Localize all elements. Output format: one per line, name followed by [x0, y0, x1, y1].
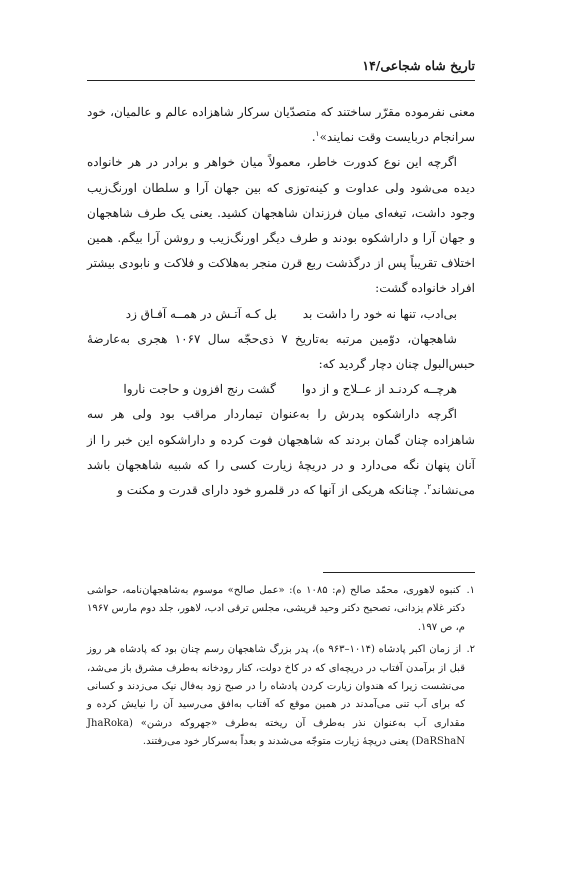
verse-2-hemistich-2: گشت رنج افزون و حاجت ناروا	[123, 382, 276, 397]
verse-1	[87, 302, 475, 327]
paragraph-4-text: اگرچه داراشکوه پدرش را به‌عنوان تیماردار مراقب بود ولی هر سه شاهزاده چنان گمان بردند که شاهجهان فوت کرده و داراشکوه این خبر را از آنان پنهان نگه می‌دارد و در دریچهٔ زیارت کسی را که شبیه شاهجهان باشد می‌نشاند	[87, 407, 475, 498]
verse-1-hemistich-1: بی‌ادب، تنها نه خود را داشت بد	[302, 306, 457, 321]
footnote-1	[87, 582, 475, 637]
paragraph-1-end: .	[311, 130, 316, 145]
verse-1-hemistich-2: بل کـه آتـش در همــه آفـاق زد	[125, 306, 277, 321]
main-text	[87, 100, 475, 503]
footnotes	[87, 582, 475, 756]
footnote-ref-1[interactable]: ۱	[315, 129, 320, 139]
paragraph-2: اگرچه این نوع کدورت خاطر، معمولاً میان خواهر و برادر در هر خانواده دیده می‌شود ولی عداوت و کینه‌توزی که بین جهان آرا و سلطان اورنگ‌زیب وجود داشت، تیغه‌ای میان فرزندان شاهجهان کشید. یعنی یک طرف شاهجهان و جهان آرا و داراشکوه بودند و طرف دیگر اورنگ‌زیب و روشن آرا بیگم. همین اختلاف تقریباً پس از درگذشت ربع قرن منجر به‌هلاکت و فلاکت و نابودی بیشتر افراد خانواده گشت:	[87, 155, 475, 296]
footnote-1-number: ۱.	[466, 585, 476, 596]
verse-2	[87, 377, 475, 402]
footnote-2-number: ۲.	[466, 644, 475, 656]
footnote-1-text: کنبوه لاهوری، محمّد صالح (م: ۱۰۸۵ ه): «عمل صالح» موسوم به‌شاهجهان‌نامه، حواشی دکتر غلام یزدانی، تصحیح دکتر وحید قریشی، مجلس ترقی ادب، لاهور، جلد دوم مارس ۱۹۶۷ م، ص ۱۹۷.	[87, 585, 465, 633]
paragraph-1-text: معنی نفرموده مقرّر ساختند که متصدّیان سرکار شاهزاده عالم و عالمیان، خود سرانجام دربایست وقت نمایند»	[87, 105, 475, 145]
verse-2-hemistich-1: هرچــه کردنـد از عــلاج و از دوا	[301, 382, 457, 397]
paragraph-4-end: . چنانکه هریکی از آنها که در قلمرو خود دارای قدرت و مکنت و	[117, 483, 428, 498]
header-title: تاریخ شاه شجاعی/۱۴	[362, 58, 475, 73]
running-header	[87, 54, 475, 81]
footnote-2-text: از زمان اکبر پادشاه (۱۰۱۴–۹۶۳ ه)، پدر بزرگ شاهجهان رسم چنان بود که پادشاه هر روز قبل از برآمدن آفتاب در دریچه‌ای که در کاخ دولت، کنار رودخانه به‌طرف مشرق باز می‌شد، می‌نشست زیرا که هندوان زیارت کردن پادشاه را در صبح زود به‌فال نیک می‌زدند و کسانی که برای آب تنی می‌آمدند در همین موقع که آفتاب به‌افق می‌رسید آن را نیایش کرده و مقداری آب به‌عنوان نذر به‌طرف آن ریخته به‌طرف «جهروکه درشن» (JhaRoka DaRShaN) یعنی دریچهٔ زیارت متوجّه می‌شدند و بعداً به‌سرکار خود می‌رفتند.	[87, 644, 465, 748]
footnote-2	[87, 641, 475, 751]
footnote-divider	[323, 572, 475, 573]
paragraph-3: شاهجهان، دوّمین مرتبه به‌تاریخ ۷ ذی‌حجّه سال ۱۰۶۷ هجری به‌عارضهٔ حبس‌البول چنان دچار گردید که:	[87, 331, 475, 372]
paragraph-4	[87, 402, 475, 503]
footnote-ref-2[interactable]: ۲	[427, 482, 432, 492]
paragraph-1	[87, 100, 475, 150]
